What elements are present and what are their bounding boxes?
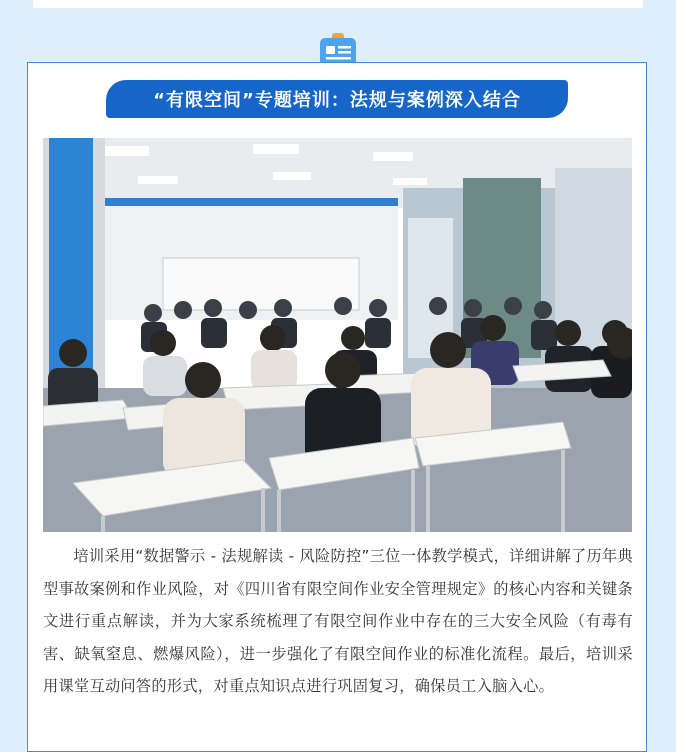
section-title: “有限空间”专题培训：法规与案例深入结合 <box>153 90 521 111</box>
classroom-illustration <box>43 138 632 532</box>
training-photo <box>43 138 632 532</box>
section-title-banner <box>106 80 568 118</box>
article-paragraph: 培训采用“数据警示 - 法规解读 - 风险防控”三位一体教学模式，详细讲解了历年典型事故案例和作业风险，对《四川省有限空间作业安全管理规定》的核心内容和关键条文进行重点解读，并为大家系统梳理了有限空间作业中存在的三大安全风险（有毒有害、缺氧窒息、燃爆风险），进一步强化了有限空间作业的标准化流程。最后，培训采用课堂互动问答的形式，对重点知识点进行巩固复习，确保员工入脑入心。 <box>43 547 633 695</box>
previous-card-bottom <box>33 0 643 8</box>
